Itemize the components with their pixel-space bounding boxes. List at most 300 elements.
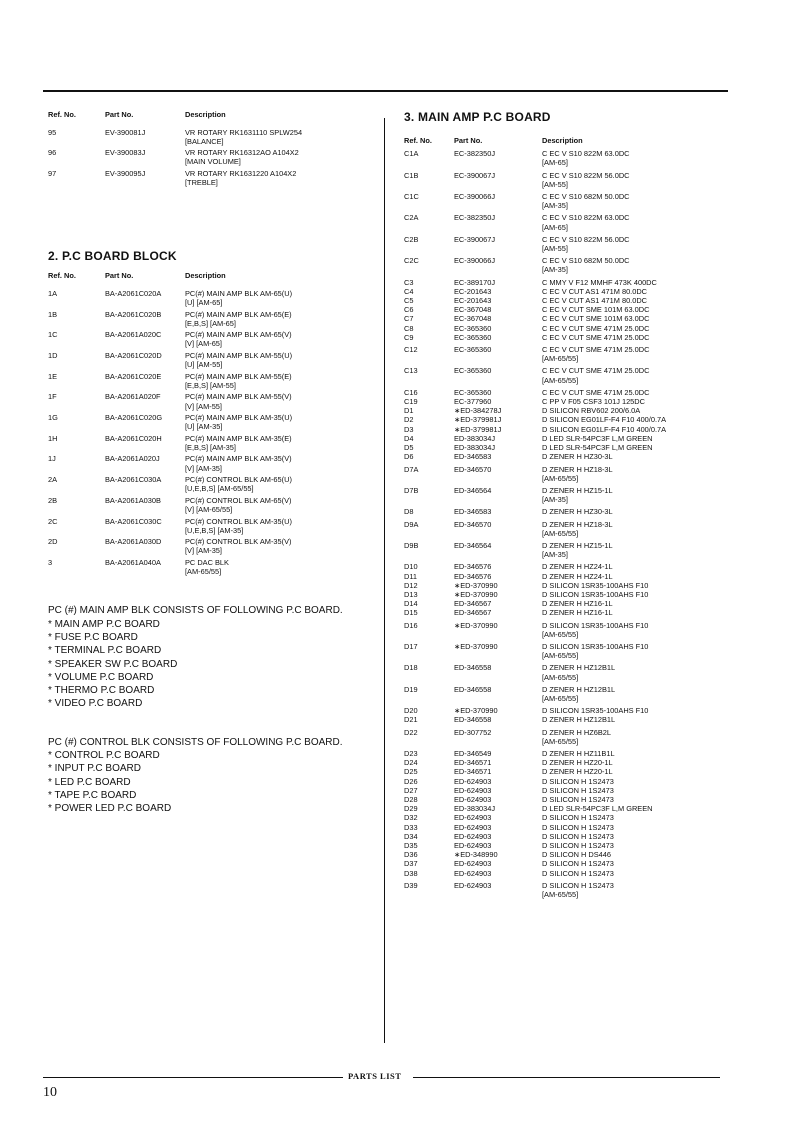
description bbox=[542, 314, 734, 323]
description-line: [E,B,S] [AM-55] bbox=[185, 380, 236, 390]
part-number: BA-A2061C030A bbox=[105, 475, 162, 485]
description-line: D SILICON 1SR35-100AHS F10 bbox=[542, 641, 649, 651]
table-row bbox=[48, 328, 378, 349]
description bbox=[542, 786, 734, 795]
description bbox=[185, 514, 378, 535]
description bbox=[542, 342, 734, 363]
description bbox=[542, 682, 734, 703]
table-row bbox=[404, 559, 734, 571]
description-line: [U,E,B,S] [AM-65/55] bbox=[185, 484, 254, 494]
footer-rule-left bbox=[43, 1077, 343, 1078]
top-parts-table bbox=[48, 110, 378, 187]
description-line: D SILICON H 1S2473 bbox=[542, 785, 614, 795]
description-line: D SILICON H 1S2473 bbox=[542, 880, 614, 890]
description bbox=[185, 167, 378, 188]
table-row bbox=[404, 253, 734, 274]
description-line: D ZENER H HZ18-3L bbox=[542, 464, 613, 474]
ref-number: C7 bbox=[404, 314, 414, 324]
description-line: [U] [AM-55] bbox=[185, 360, 223, 370]
main-amp-board-table bbox=[404, 136, 734, 899]
table-row bbox=[48, 431, 378, 452]
section-3-title: 3. MAIN AMP P.C BOARD bbox=[404, 110, 551, 124]
description-line: D SILICON 1SR35-100AHS F10 bbox=[542, 589, 649, 599]
ref-number: 1H bbox=[48, 433, 58, 443]
table-row bbox=[404, 832, 734, 841]
description-line: D SILICON EG01LF-F4 F10 400/0.7A bbox=[542, 415, 667, 425]
left-column bbox=[48, 110, 378, 816]
part-number: EC-367048 bbox=[454, 314, 492, 324]
description bbox=[542, 425, 734, 434]
description bbox=[542, 660, 734, 681]
description-line: [AM-65/55] bbox=[542, 693, 579, 703]
table-row bbox=[404, 639, 734, 660]
description bbox=[542, 572, 734, 581]
description-line: PC(#) CONTROL BLK AM-65(U) bbox=[185, 475, 292, 485]
ref-number: 1E bbox=[48, 371, 58, 381]
ref-number: C16 bbox=[404, 387, 418, 397]
table-row bbox=[404, 804, 734, 813]
description bbox=[542, 608, 734, 617]
table-row bbox=[404, 777, 734, 786]
ref-number: D7A bbox=[404, 464, 419, 474]
description-line: PC(#) MAIN AMP BLK AM-35(V) bbox=[185, 454, 292, 464]
board-list-item: * SPEAKER SW P.C BOARD bbox=[48, 658, 178, 670]
ref-number: D25 bbox=[404, 767, 418, 777]
table-row bbox=[404, 590, 734, 599]
ref-number: D1 bbox=[404, 406, 414, 416]
part-number: ∗ED-379981J bbox=[454, 424, 502, 434]
table-row bbox=[48, 349, 378, 370]
ref-number: 2B bbox=[48, 495, 58, 505]
description-line: [AM-65/55] bbox=[542, 651, 579, 661]
table-row bbox=[404, 434, 734, 443]
description-header: Description bbox=[542, 136, 583, 145]
table-row bbox=[48, 473, 378, 494]
pc-board-block-table bbox=[48, 271, 378, 576]
main-amp-board-body bbox=[404, 149, 734, 899]
description-line: D SILICON H DS446 bbox=[542, 850, 612, 860]
description bbox=[542, 703, 734, 715]
description bbox=[185, 411, 378, 432]
column-divider bbox=[384, 118, 385, 1043]
description-line: C EC V CUT SME 471M 25.0DC bbox=[542, 366, 650, 376]
description bbox=[542, 253, 734, 274]
board-list-item: * FUSE P.C BOARD bbox=[48, 631, 138, 643]
part-number: ∗ED-348990 bbox=[454, 850, 498, 860]
part-number: EC-365360 bbox=[454, 345, 492, 355]
description-line: [AM-65/55] bbox=[542, 375, 579, 385]
description-line: PC DAC BLK bbox=[185, 557, 229, 567]
part-number: ∗ED-370990 bbox=[454, 580, 498, 590]
control-consists-list bbox=[48, 749, 378, 815]
description-line: PC(#) MAIN AMP BLK AM-55(U) bbox=[185, 350, 293, 360]
description-line: D SILICON 1SR35-100AHS F10 bbox=[542, 620, 649, 630]
table-row bbox=[48, 535, 378, 556]
ref-number: D12 bbox=[404, 580, 418, 590]
ref-number: 2D bbox=[48, 537, 58, 547]
ref-number: C19 bbox=[404, 397, 418, 407]
ref-number: 1B bbox=[48, 309, 58, 319]
description bbox=[542, 859, 734, 868]
board-list-item: * POWER LED P.C BOARD bbox=[48, 803, 172, 815]
board-list-item: * TERMINAL P.C BOARD bbox=[48, 645, 162, 657]
description-line: [BALANCE] bbox=[185, 136, 224, 146]
board-list-item: * CONTROL P.C BOARD bbox=[48, 750, 160, 762]
part-number: ED-346564 bbox=[454, 540, 492, 550]
table-row bbox=[404, 363, 734, 384]
part-number: BA-A2061C020E bbox=[105, 371, 162, 381]
table-row bbox=[404, 324, 734, 333]
table-row bbox=[404, 786, 734, 795]
description-header: Description bbox=[185, 271, 226, 281]
ref-number: 3 bbox=[48, 557, 53, 567]
description bbox=[542, 504, 734, 516]
description bbox=[185, 431, 378, 452]
part-number: ED-346558 bbox=[454, 715, 492, 725]
description-line: [AM-65/55] bbox=[542, 354, 579, 364]
description-line: C EC V S10 682M 50.0DC bbox=[542, 256, 630, 266]
part-number: EV-390081J bbox=[105, 127, 146, 137]
part-number: ED-346570 bbox=[454, 464, 492, 474]
ref-number: D15 bbox=[404, 608, 418, 618]
description-line: PC(#) MAIN AMP BLK AM-65(U) bbox=[185, 288, 293, 298]
ref-number: D23 bbox=[404, 748, 418, 758]
description bbox=[542, 804, 734, 813]
part-number: BA-A2061A020F bbox=[105, 392, 161, 402]
ref-number: D9B bbox=[404, 540, 419, 550]
description-line: D LED SLR-54PC3F L,M GREEN bbox=[542, 443, 653, 453]
description bbox=[542, 385, 734, 397]
board-list-item: * THERMO P.C BOARD bbox=[48, 685, 155, 697]
description-line: [AM-35] bbox=[542, 550, 568, 560]
part-number: ED-346570 bbox=[454, 519, 492, 529]
part-number: ∗ED-370990 bbox=[454, 589, 498, 599]
description bbox=[542, 443, 734, 452]
part-number: EC-389170J bbox=[454, 277, 496, 287]
part-number: ∗ED-379981J bbox=[454, 415, 502, 425]
description bbox=[542, 746, 734, 758]
description-line: D ZENER H HZ15-1L bbox=[542, 485, 613, 495]
description-line: D ZENER H HZ11B1L bbox=[542, 748, 615, 758]
part-number: EC-382350J bbox=[454, 213, 496, 223]
description bbox=[185, 535, 378, 556]
part-number: ED-346583 bbox=[454, 452, 492, 462]
description-line: [AM-35] bbox=[542, 265, 568, 275]
ref-number: D2 bbox=[404, 415, 414, 425]
ref-number: C1B bbox=[404, 170, 419, 180]
table-row bbox=[404, 452, 734, 461]
ref-number: D5 bbox=[404, 443, 414, 453]
table-row bbox=[404, 504, 734, 516]
part-number: ED-346576 bbox=[454, 571, 492, 581]
description bbox=[542, 869, 734, 878]
description bbox=[542, 462, 734, 483]
description-line: D LED SLR-54PC3F L,M GREEN bbox=[542, 433, 653, 443]
table-row bbox=[48, 411, 378, 432]
ref-number: C3 bbox=[404, 277, 414, 287]
description-line: D SILICON H 1S2473 bbox=[542, 868, 614, 878]
table-row bbox=[404, 572, 734, 581]
description-line: D ZENER H HZ18-3L bbox=[542, 519, 613, 529]
table-row bbox=[404, 415, 734, 424]
part-number: EC-365360 bbox=[454, 323, 492, 333]
table-row bbox=[404, 608, 734, 617]
description bbox=[185, 146, 378, 167]
part-number: ED-624903 bbox=[454, 813, 492, 823]
ref-header: Ref. No. bbox=[48, 110, 76, 119]
part-header: Part No. bbox=[105, 110, 134, 119]
table-row bbox=[404, 443, 734, 452]
description-line: [V] [AM-35] bbox=[185, 463, 222, 473]
description bbox=[542, 210, 734, 231]
table-row bbox=[48, 307, 378, 328]
main-amp-consists bbox=[48, 604, 378, 710]
board-list-item: * VIDEO P.C BOARD bbox=[48, 698, 143, 710]
description bbox=[542, 189, 734, 210]
part-number: ED-346571 bbox=[454, 767, 492, 777]
table-row bbox=[404, 397, 734, 406]
description-line: D SILICON EG01LF-F4 F10 400/0.7A bbox=[542, 424, 667, 434]
table-row bbox=[404, 869, 734, 878]
ref-number: D20 bbox=[404, 706, 418, 716]
description-line: VR ROTARY RK1631110 SPLW254 bbox=[185, 127, 303, 137]
description-line: C EC V CUT AS1 471M 80.0DC bbox=[542, 296, 648, 306]
part-number: ED-346567 bbox=[454, 599, 492, 609]
table-row bbox=[48, 125, 378, 146]
ref-number: C1A bbox=[404, 149, 419, 159]
main-amp-consists-heading: PC (#) MAIN AMP BLK CONSISTS OF FOLLOWING P.C BOARD. bbox=[48, 605, 343, 617]
ref-number: D33 bbox=[404, 822, 418, 832]
description-line: C PP V F05 CSF3 101J 125DC bbox=[542, 397, 645, 407]
part-number: ED-346549 bbox=[454, 748, 492, 758]
description-line: D ZENER H HZ16-1L bbox=[542, 608, 613, 618]
ref-number: D14 bbox=[404, 599, 418, 609]
table-row bbox=[404, 210, 734, 231]
description-line: PC(#) CONTROL BLK AM-35(V) bbox=[185, 537, 292, 547]
description-line: [V] [AM-65/55] bbox=[185, 505, 233, 515]
part-number: ED-383034J bbox=[454, 804, 496, 814]
description-line: D ZENER H HZ6B2L bbox=[542, 727, 611, 737]
table-row bbox=[404, 823, 734, 832]
description-line: D LED SLR-54PC3F L,M GREEN bbox=[542, 804, 653, 814]
ref-number: C2C bbox=[404, 256, 419, 266]
ref-number: D36 bbox=[404, 850, 418, 860]
description bbox=[542, 452, 734, 461]
description-line: [AM-65/55] bbox=[542, 629, 579, 639]
table-row bbox=[404, 859, 734, 868]
description bbox=[542, 795, 734, 804]
description-line: D ZENER H HZ20-1L bbox=[542, 758, 613, 768]
table-row bbox=[404, 425, 734, 434]
description-line: VR ROTARY RK1631220 A104X2 bbox=[185, 168, 297, 178]
ref-number: D34 bbox=[404, 831, 418, 841]
description-line: C EC V CUT SME 471M 25.0DC bbox=[542, 345, 650, 355]
part-number: ED-624903 bbox=[454, 880, 492, 890]
description-line: D ZENER H HZ30-3L bbox=[542, 507, 613, 517]
description-line: PC(#) MAIN AMP BLK AM-55(V) bbox=[185, 392, 292, 402]
ref-number: D32 bbox=[404, 813, 418, 823]
description-line: D ZENER H HZ12B1L bbox=[542, 684, 616, 694]
part-number: BA-A2061A020J bbox=[105, 454, 160, 464]
ref-number: D13 bbox=[404, 589, 418, 599]
part-number: EC-390067J bbox=[454, 170, 496, 180]
table-row bbox=[404, 232, 734, 253]
footer-rule-right bbox=[413, 1077, 720, 1078]
description bbox=[542, 850, 734, 859]
description bbox=[542, 777, 734, 786]
table-row bbox=[404, 517, 734, 538]
ref-number: D38 bbox=[404, 868, 418, 878]
ref-number: D16 bbox=[404, 620, 418, 630]
table-row bbox=[404, 385, 734, 397]
description bbox=[542, 618, 734, 639]
table-row bbox=[404, 703, 734, 715]
description-line: [AM-65/55] bbox=[185, 567, 222, 577]
ref-number: D4 bbox=[404, 433, 414, 443]
part-number: ED-346558 bbox=[454, 663, 492, 673]
description-line: [AM-65/55] bbox=[542, 528, 579, 538]
part-header: Part No. bbox=[454, 136, 483, 145]
part-number: EC-367048 bbox=[454, 305, 492, 315]
ref-number: D37 bbox=[404, 859, 418, 869]
description-line: C EC V S10 822M 56.0DC bbox=[542, 170, 630, 180]
control-consists-heading: PC (#) CONTROL BLK CONSISTS OF FOLLOWING P.C BOARD. bbox=[48, 736, 343, 748]
ref-number: 2C bbox=[48, 516, 58, 526]
table-row bbox=[404, 462, 734, 483]
table-row bbox=[404, 758, 734, 767]
ref-number: C1C bbox=[404, 192, 419, 202]
description-line: [AM-65/55] bbox=[542, 672, 579, 682]
part-number: ED-346576 bbox=[454, 562, 492, 572]
ref-number: C6 bbox=[404, 305, 414, 315]
board-list-item: * INPUT P.C BOARD bbox=[48, 763, 141, 775]
part-number: ED-624903 bbox=[454, 822, 492, 832]
ref-number: 2A bbox=[48, 475, 58, 485]
ref-number: D35 bbox=[404, 841, 418, 851]
description bbox=[542, 758, 734, 767]
part-number: ∗ED-370990 bbox=[454, 641, 498, 651]
description-line: C EC V CUT AS1 471M 80.0DC bbox=[542, 286, 648, 296]
part-number: BA-A2061A040A bbox=[105, 557, 161, 567]
ref-number: 1J bbox=[48, 454, 56, 464]
part-number: EC-377960 bbox=[454, 397, 492, 407]
description-line: PC(#) MAIN AMP BLK AM-65(V) bbox=[185, 330, 292, 340]
ref-number: D26 bbox=[404, 776, 418, 786]
ref-number: 1F bbox=[48, 392, 57, 402]
table-row bbox=[48, 287, 378, 308]
description bbox=[542, 397, 734, 406]
part-number: ED-383034J bbox=[454, 433, 496, 443]
part-number: EC-390066J bbox=[454, 256, 496, 266]
table-row bbox=[404, 599, 734, 608]
pc-board-block-body bbox=[48, 287, 378, 577]
description bbox=[542, 559, 734, 571]
description-line: D SILICON H 1S2473 bbox=[542, 776, 614, 786]
table-row bbox=[48, 514, 378, 535]
description bbox=[185, 390, 378, 411]
description-line: PC(#) CONTROL BLK AM-35(U) bbox=[185, 516, 292, 526]
part-number: BA-A2061C030C bbox=[105, 516, 162, 526]
ref-number: D24 bbox=[404, 758, 418, 768]
description bbox=[542, 832, 734, 841]
description-line: [AM-65] bbox=[542, 222, 568, 232]
description-line: D SILICON 1SR35-100AHS F10 bbox=[542, 580, 649, 590]
description-line: C EC V CUT SME 471M 25.0DC bbox=[542, 332, 650, 342]
ref-number: 97 bbox=[48, 168, 57, 178]
part-number: ∗ED-370990 bbox=[454, 706, 498, 716]
table-row bbox=[404, 149, 734, 167]
description-line: [AM-65/55] bbox=[542, 473, 579, 483]
description-line: [AM-35] bbox=[542, 201, 568, 211]
table-header-row bbox=[48, 110, 378, 125]
description-line: [U] [AM-35] bbox=[185, 422, 223, 432]
table-row bbox=[404, 746, 734, 758]
description-line: PC(#) MAIN AMP BLK AM-65(E) bbox=[185, 309, 292, 319]
description bbox=[542, 168, 734, 189]
table-row bbox=[404, 767, 734, 776]
description-line: [TREBLE] bbox=[185, 178, 218, 188]
table-row bbox=[404, 878, 734, 899]
part-number: ED-624903 bbox=[454, 859, 492, 869]
part-number: ∗ED-370990 bbox=[454, 620, 498, 630]
table-row bbox=[404, 275, 734, 287]
table-row bbox=[404, 660, 734, 681]
part-number: ED-346567 bbox=[454, 608, 492, 618]
description bbox=[542, 406, 734, 415]
ref-number: D21 bbox=[404, 715, 418, 725]
description-header: Description bbox=[185, 110, 226, 119]
description bbox=[542, 275, 734, 287]
table-row bbox=[404, 333, 734, 342]
description bbox=[542, 305, 734, 314]
description-line: [AM-55] bbox=[542, 244, 568, 254]
description bbox=[542, 287, 734, 296]
ref-number: D27 bbox=[404, 785, 418, 795]
description-line: C EC V CUT SME 101M 63.0DC bbox=[542, 305, 650, 315]
description-line: D SILICON H 1S2473 bbox=[542, 813, 614, 823]
description bbox=[542, 296, 734, 305]
ref-number: D39 bbox=[404, 880, 418, 890]
ref-number: C8 bbox=[404, 323, 414, 333]
table-row bbox=[48, 369, 378, 390]
part-number: ED-624903 bbox=[454, 868, 492, 878]
part-number: ED-346558 bbox=[454, 684, 492, 694]
description bbox=[185, 287, 378, 308]
part-number: EV-390083J bbox=[105, 148, 146, 158]
part-number: BA-A2061A020C bbox=[105, 330, 162, 340]
table-row bbox=[404, 296, 734, 305]
description-line: D SILICON RBV602 200/6.0A bbox=[542, 406, 641, 416]
footer-label: PARTS LIST bbox=[348, 1071, 402, 1081]
description-line: D SILICON H 1S2473 bbox=[542, 795, 614, 804]
ref-number: D6 bbox=[404, 452, 414, 462]
description-line: D SILICON 1SR35-100AHS F10 bbox=[542, 706, 649, 716]
description bbox=[542, 715, 734, 724]
table-row bbox=[404, 682, 734, 703]
section-2-title: 2. P.C BOARD BLOCK bbox=[48, 249, 177, 264]
part-number: ED-383034J bbox=[454, 443, 496, 453]
ref-number: D8 bbox=[404, 507, 414, 517]
board-list-item: * TAPE P.C BOARD bbox=[48, 789, 137, 801]
description-line: PC(#) MAIN AMP BLK AM-55(E) bbox=[185, 371, 292, 381]
part-number: BA-A2061A030D bbox=[105, 537, 162, 547]
table-row bbox=[48, 452, 378, 473]
ref-number: D10 bbox=[404, 562, 418, 572]
part-number: ED-346571 bbox=[454, 758, 492, 768]
description bbox=[542, 599, 734, 608]
description bbox=[542, 538, 734, 559]
part-number: EC-390067J bbox=[454, 234, 496, 244]
